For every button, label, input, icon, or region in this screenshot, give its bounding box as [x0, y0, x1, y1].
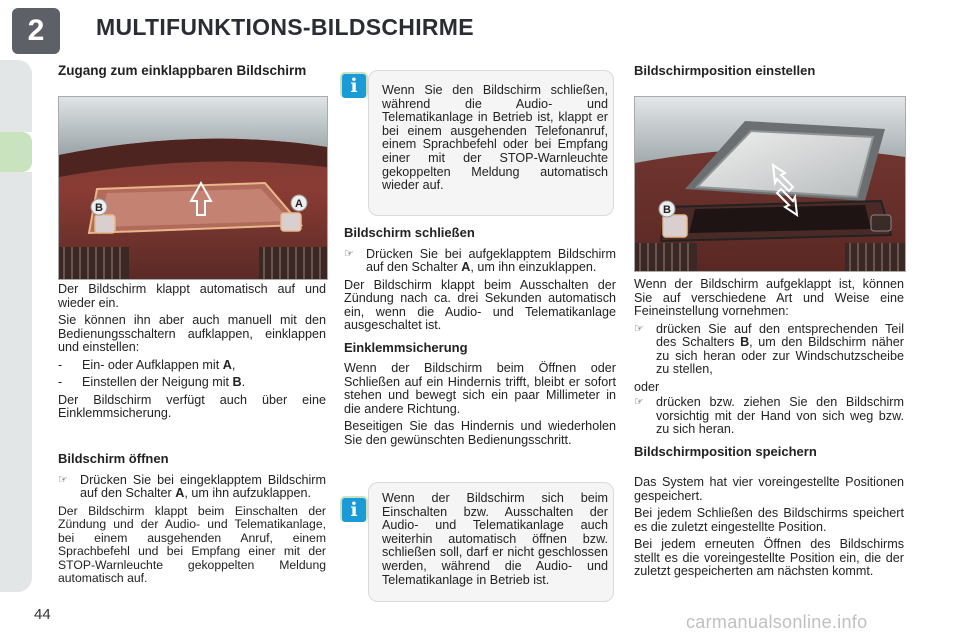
label-a: A [295, 198, 303, 210]
list-text: drücken Sie auf den entsprechenden Teil des Schalters [656, 321, 904, 349]
vent-left [635, 243, 697, 271]
paragraph: Beseitigen Sie das Hindernis und wiederholen Sie den gewünschten Bedienungsschritt. [344, 419, 616, 447]
info-icon: i [342, 498, 366, 522]
dashboard-photo-closed [58, 96, 328, 280]
list-text: Drücken Sie bei eingeklapptem Bildschirm auf den Schalter [80, 472, 326, 500]
chapter-number: 2 [12, 8, 60, 54]
pointing-hand-icon: ☞ [634, 396, 644, 408]
pointing-hand-icon: ☞ [344, 247, 354, 260]
list-text: Ein- oder Aufklappen mit [82, 357, 223, 372]
section-heading: Bildschirm schließen [344, 225, 475, 240]
vent-right [845, 243, 905, 271]
paragraph: Bei jedem erneuten Öffnen des Bildschirms stellt es die voreingestellte Position ein, die der zuletzt gespeicherten am nächsten kommt. [634, 537, 904, 578]
list-item [58, 376, 326, 390]
list-item [344, 248, 616, 275]
paragraph: Der Bildschirm klappt automatisch auf und wieder ein. [58, 282, 326, 310]
section-heading: Bildschirm öffnen [58, 451, 169, 466]
list-text: , um den Bildschirm näher zu sich heran oder zur Windschutzscheibe zu stellen, [656, 335, 904, 376]
label-b: B [663, 204, 671, 216]
label-b: B [95, 202, 103, 214]
list-text: , um ihn einzuklappen. [470, 260, 597, 274]
column-3-heading [634, 64, 904, 86]
list-text: . [241, 375, 246, 389]
paragraph: Wenn der Bildschirm aufgeklappt ist, können Sie auf verschiedene Art und Weise eine Feineinstellung vornehmen: [634, 277, 904, 318]
list-text: Drücken Sie bei aufgeklapptem Bildschirm auf den Schalter [366, 246, 616, 274]
section-heading: Bildschirmposition speichern [634, 443, 817, 459]
paragraph: Das System hat vier voreingestellte Positionen gespeichert. [634, 475, 904, 503]
list-text: , um ihn aufzuklappen. [184, 486, 312, 500]
column-1 [58, 64, 326, 88]
key-label: B [740, 335, 750, 349]
key-label: A [222, 357, 232, 372]
info-icon: i [342, 74, 366, 98]
list-text: , [231, 357, 236, 372]
list-text: drücken bzw. ziehen Sie den Bildschirm vorsichtig mit der Hand von sich weg bzw. zu sich heran. [656, 395, 904, 436]
list-item [58, 359, 326, 373]
pointing-hand-icon: ☞ [58, 473, 68, 486]
column-3-text [634, 278, 904, 583]
paragraph: Wenn der Bildschirm beim Öffnen oder Schließen auf ein Hindernis trifft, bleibt er sofort stehen und bewegt sich ein paar Millimeter in die andere Richtung. [344, 361, 616, 416]
watermark: carmanualsonline.info [686, 612, 868, 632]
section-heading: Bildschirmposition einstellen [634, 63, 816, 78]
section-heading: Einklemmsicherung [344, 339, 468, 355]
open-section [58, 452, 326, 590]
key-label: B [232, 375, 242, 389]
pointing-hand-icon: ☞ [634, 322, 644, 335]
paragraph: Der Bildschirm klappt beim Ausschalten der Zündung nach ca. drei Sekunden automatisch ein, wenn die Audio- und Telematikanlage ausgeschaltet ist. [344, 277, 616, 332]
dashboard-photo-open [634, 96, 906, 272]
paragraph: Der Bildschirm verfügt auch über eine Einklemmsicherung. [58, 392, 326, 420]
paragraph: oder [634, 379, 660, 394]
section-heading: Zugang zum einklappbaren Bildschirm [58, 63, 307, 78]
paragraph: Der Bildschirm klappt beim Einschalten der Zündung und der Audio- und Telematikanlage, bei einem ausgehenden Anruf, einem Sprachbefehl und bei Empfang einer mit der STOP-Warnleuchte gekoppelten Meldung automatisch auf. [58, 503, 326, 585]
list-item [634, 396, 904, 437]
paragraph: Bei jedem Schließen des Bildschirms speichert es die zuletzt eingestellte Position. [634, 506, 904, 534]
side-tab [0, 172, 32, 592]
info-text: Wenn Sie den Bildschirm schließen, während die Audio- und Telematikanlage in Betrieb ist, klappt er bei einem ausgehenden Telefonanruf, einem Sprachbefehl oder bei Empfang einer mit der STOP-Warnleuchte gekoppelten Meldung automatisch wieder auf. [382, 83, 608, 193]
vent-left [59, 247, 129, 279]
info-box [368, 70, 614, 216]
list-text: Einstellen der Neigung mit [82, 375, 233, 389]
dash-mark: - [58, 357, 63, 372]
vent-right [259, 247, 327, 279]
list-item [58, 474, 326, 501]
column-1-text [58, 283, 326, 425]
info-text: Wenn der Bildschirm sich beim Einschalten bzw. Ausschalten der Audio- und Telematikanlage auch weiterhin automatisch öffnen bzw. schließen soll, darf er nicht geschlossen werden, während die Audio- und Telematikanlage in Betrieb ist. [382, 491, 608, 587]
key-label: A [175, 486, 185, 500]
column-2-text [344, 226, 616, 451]
side-tab-active [0, 132, 32, 172]
page-number: 44 [34, 606, 51, 623]
side-tab [0, 60, 32, 132]
info-box [368, 482, 614, 602]
list-item [634, 323, 904, 377]
paragraph: Sie können ihn aber auch manuell mit den Bedienungsschaltern aufklappen, einklappen und einstellen: [58, 313, 326, 354]
page-title: MULTIFUNKTIONS-BILDSCHIRME [96, 14, 474, 40]
key-label: A [461, 260, 471, 274]
dash-mark: - [58, 375, 63, 389]
